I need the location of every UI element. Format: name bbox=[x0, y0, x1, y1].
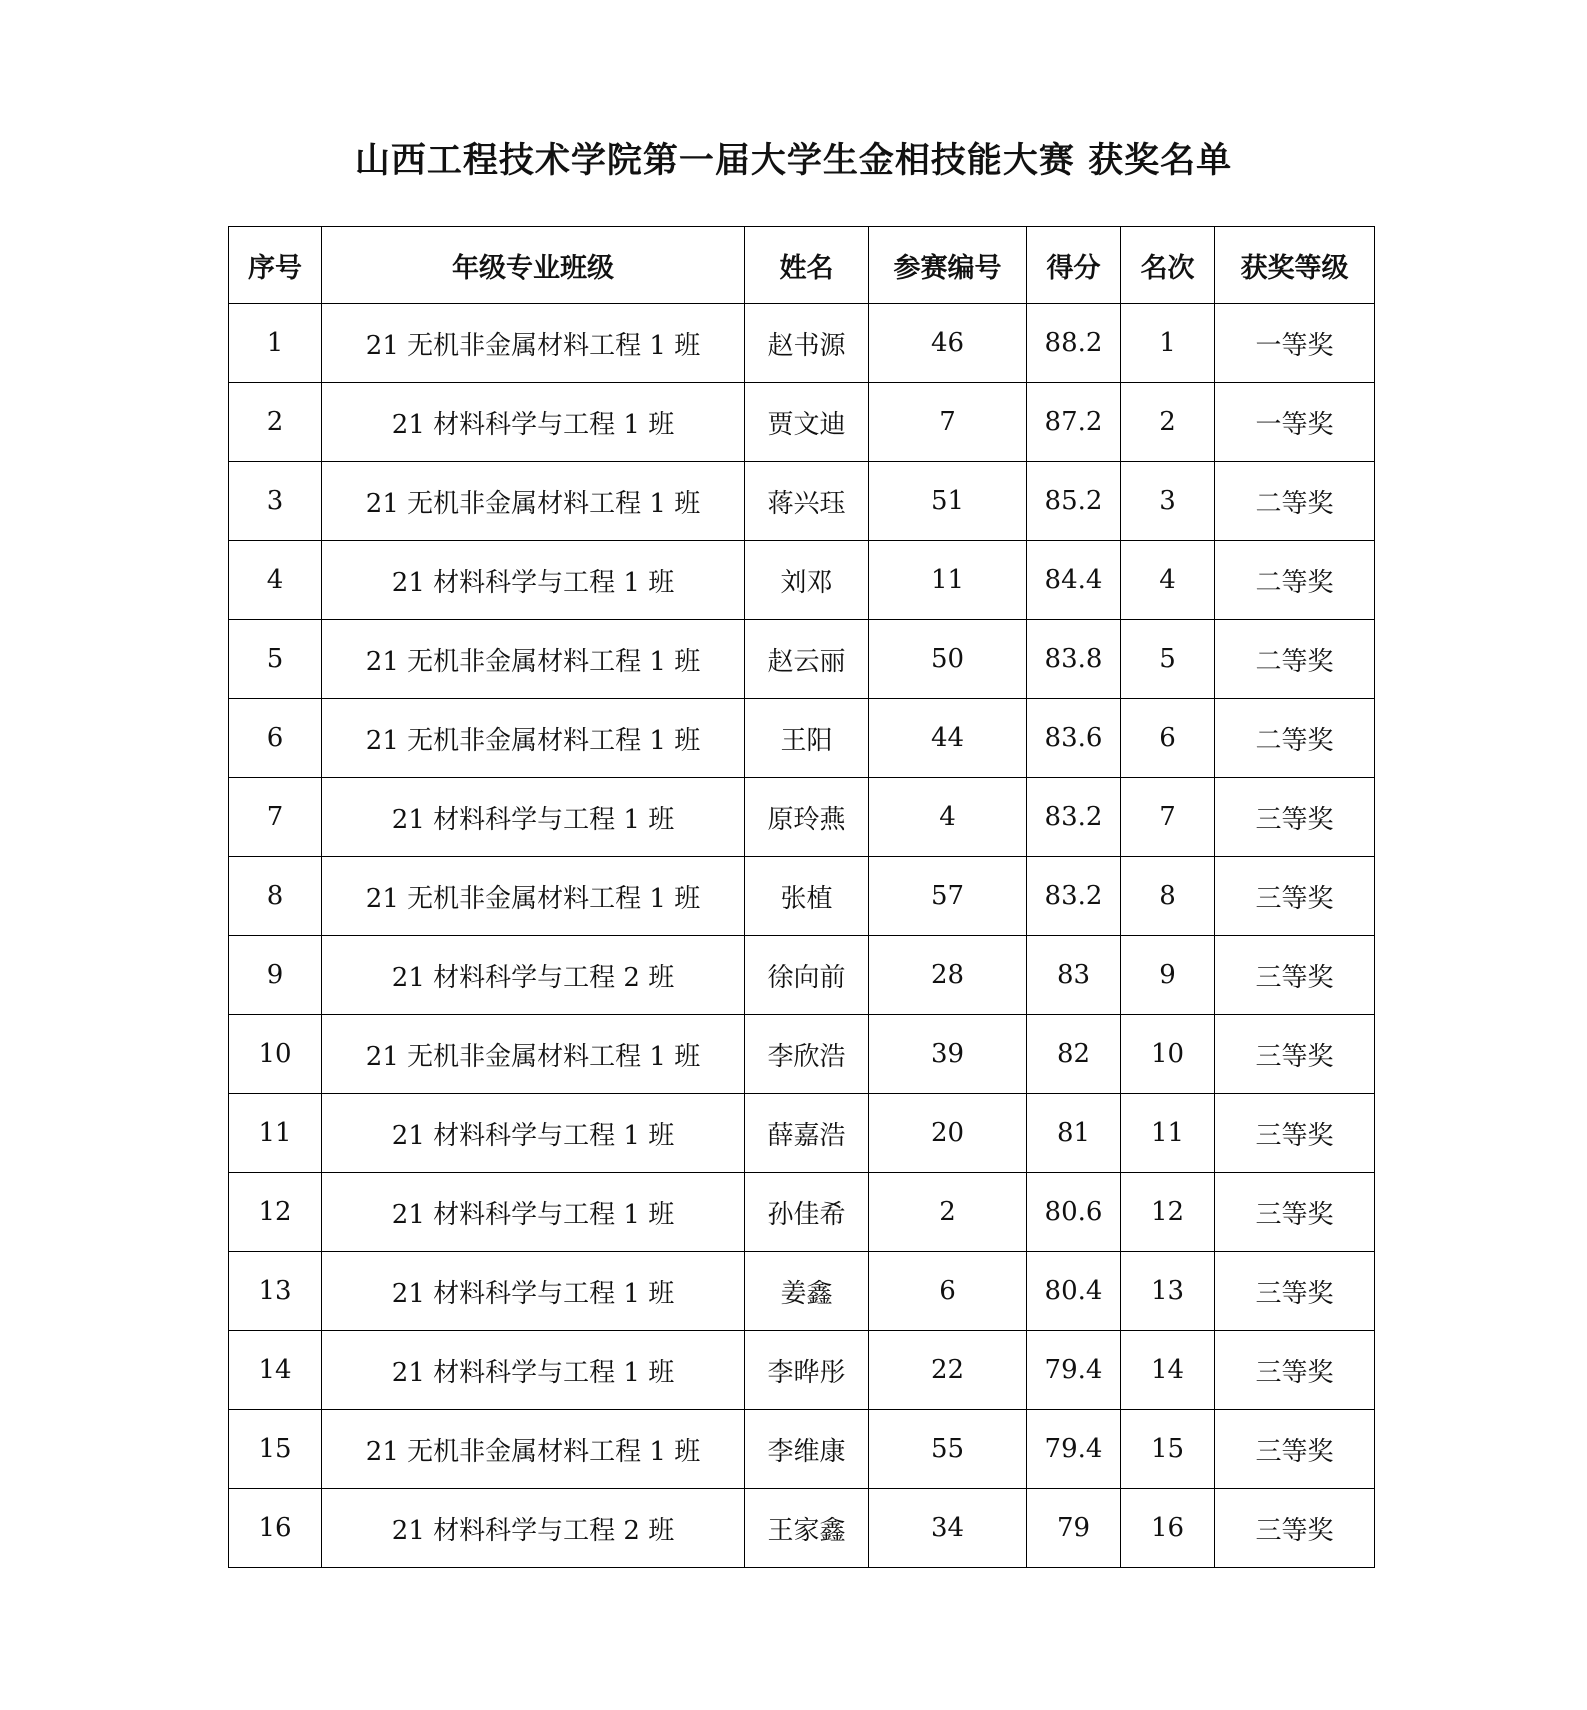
table-body bbox=[229, 304, 1375, 1568]
cell-name: 原玲燕 bbox=[745, 778, 869, 857]
cell-rank: 10 bbox=[1121, 1015, 1215, 1094]
cell-rank: 9 bbox=[1121, 936, 1215, 1015]
cell-award-level: 一等奖 bbox=[1215, 383, 1375, 462]
cell-index: 2 bbox=[229, 383, 322, 462]
cell-score: 83.6 bbox=[1027, 699, 1121, 778]
cell-entry-number: 39 bbox=[869, 1015, 1027, 1094]
cell-score: 83 bbox=[1027, 936, 1121, 1015]
header-index: 序号 bbox=[229, 227, 322, 304]
cell-entry-number: 20 bbox=[869, 1094, 1027, 1173]
cell-name: 李维康 bbox=[745, 1410, 869, 1489]
cell-score: 83.2 bbox=[1027, 778, 1121, 857]
cell-score: 84.4 bbox=[1027, 541, 1121, 620]
cell-entry-number: 57 bbox=[869, 857, 1027, 936]
cell-rank: 15 bbox=[1121, 1410, 1215, 1489]
cell-award-level: 二等奖 bbox=[1215, 541, 1375, 620]
cell-entry-number: 51 bbox=[869, 462, 1027, 541]
cell-rank: 12 bbox=[1121, 1173, 1215, 1252]
cell-rank: 4 bbox=[1121, 541, 1215, 620]
cell-award-level: 三等奖 bbox=[1215, 936, 1375, 1015]
cell-class: 21 无机非金属材料工程 1 班 bbox=[322, 857, 745, 936]
cell-entry-number: 28 bbox=[869, 936, 1027, 1015]
cell-entry-number: 50 bbox=[869, 620, 1027, 699]
cell-name: 贾文迪 bbox=[745, 383, 869, 462]
cell-class: 21 无机非金属材料工程 1 班 bbox=[322, 462, 745, 541]
cell-class: 21 无机非金属材料工程 1 班 bbox=[322, 699, 745, 778]
cell-class: 21 材料科学与工程 1 班 bbox=[322, 541, 745, 620]
cell-entry-number: 4 bbox=[869, 778, 1027, 857]
cell-score: 79 bbox=[1027, 1489, 1121, 1568]
cell-rank: 6 bbox=[1121, 699, 1215, 778]
cell-score: 82 bbox=[1027, 1015, 1121, 1094]
table-header-row bbox=[229, 227, 1375, 304]
cell-index: 13 bbox=[229, 1252, 322, 1331]
cell-award-level: 三等奖 bbox=[1215, 778, 1375, 857]
cell-index: 5 bbox=[229, 620, 322, 699]
cell-name: 徐向前 bbox=[745, 936, 869, 1015]
cell-entry-number: 34 bbox=[869, 1489, 1027, 1568]
cell-award-level: 二等奖 bbox=[1215, 620, 1375, 699]
award-table bbox=[228, 226, 1375, 1568]
cell-award-level: 三等奖 bbox=[1215, 1015, 1375, 1094]
cell-award-level: 二等奖 bbox=[1215, 699, 1375, 778]
cell-score: 80.6 bbox=[1027, 1173, 1121, 1252]
header-entry-number: 参赛编号 bbox=[869, 227, 1027, 304]
cell-class: 21 材料科学与工程 2 班 bbox=[322, 936, 745, 1015]
table-row bbox=[229, 1015, 1375, 1094]
table-row bbox=[229, 699, 1375, 778]
cell-class: 21 无机非金属材料工程 1 班 bbox=[322, 304, 745, 383]
cell-class: 21 材料科学与工程 1 班 bbox=[322, 1252, 745, 1331]
cell-rank: 13 bbox=[1121, 1252, 1215, 1331]
cell-score: 88.2 bbox=[1027, 304, 1121, 383]
table-row bbox=[229, 1094, 1375, 1173]
table-row bbox=[229, 1489, 1375, 1568]
cell-score: 83.8 bbox=[1027, 620, 1121, 699]
cell-name: 李晔彤 bbox=[745, 1331, 869, 1410]
cell-index: 8 bbox=[229, 857, 322, 936]
table-row bbox=[229, 1252, 1375, 1331]
cell-index: 11 bbox=[229, 1094, 322, 1173]
table-row bbox=[229, 383, 1375, 462]
cell-rank: 3 bbox=[1121, 462, 1215, 541]
table-row bbox=[229, 1173, 1375, 1252]
cell-rank: 5 bbox=[1121, 620, 1215, 699]
cell-score: 79.4 bbox=[1027, 1331, 1121, 1410]
cell-award-level: 三等奖 bbox=[1215, 1094, 1375, 1173]
cell-name: 赵云丽 bbox=[745, 620, 869, 699]
cell-award-level: 三等奖 bbox=[1215, 1252, 1375, 1331]
cell-index: 12 bbox=[229, 1173, 322, 1252]
cell-name: 李欣浩 bbox=[745, 1015, 869, 1094]
cell-award-level: 三等奖 bbox=[1215, 1173, 1375, 1252]
cell-name: 薛嘉浩 bbox=[745, 1094, 869, 1173]
cell-rank: 14 bbox=[1121, 1331, 1215, 1410]
cell-name: 孙佳希 bbox=[745, 1173, 869, 1252]
cell-class: 21 无机非金属材料工程 1 班 bbox=[322, 620, 745, 699]
cell-score: 79.4 bbox=[1027, 1410, 1121, 1489]
cell-rank: 16 bbox=[1121, 1489, 1215, 1568]
cell-name: 刘邓 bbox=[745, 541, 869, 620]
cell-class: 21 无机非金属材料工程 1 班 bbox=[322, 1015, 745, 1094]
table-row bbox=[229, 541, 1375, 620]
cell-entry-number: 6 bbox=[869, 1252, 1027, 1331]
cell-rank: 2 bbox=[1121, 383, 1215, 462]
cell-score: 81 bbox=[1027, 1094, 1121, 1173]
cell-index: 6 bbox=[229, 699, 322, 778]
table-row bbox=[229, 1410, 1375, 1489]
cell-entry-number: 7 bbox=[869, 383, 1027, 462]
header-name: 姓名 bbox=[745, 227, 869, 304]
cell-index: 9 bbox=[229, 936, 322, 1015]
cell-entry-number: 11 bbox=[869, 541, 1027, 620]
cell-index: 14 bbox=[229, 1331, 322, 1410]
cell-rank: 8 bbox=[1121, 857, 1215, 936]
header-class: 年级专业班级 bbox=[322, 227, 745, 304]
cell-class: 21 材料科学与工程 1 班 bbox=[322, 383, 745, 462]
cell-class: 21 材料科学与工程 1 班 bbox=[322, 1094, 745, 1173]
table-row bbox=[229, 1331, 1375, 1410]
cell-index: 7 bbox=[229, 778, 322, 857]
table-row bbox=[229, 304, 1375, 383]
page-title: 山西工程技术学院第一届大学生金相技能大赛 获奖名单 bbox=[354, 140, 1233, 181]
cell-name: 蒋兴珏 bbox=[745, 462, 869, 541]
cell-index: 4 bbox=[229, 541, 322, 620]
cell-rank: 1 bbox=[1121, 304, 1215, 383]
cell-class: 21 材料科学与工程 2 班 bbox=[322, 1489, 745, 1568]
cell-class: 21 无机非金属材料工程 1 班 bbox=[322, 1410, 745, 1489]
cell-award-level: 三等奖 bbox=[1215, 1410, 1375, 1489]
cell-entry-number: 46 bbox=[869, 304, 1027, 383]
header-award-level: 获奖等级 bbox=[1215, 227, 1375, 304]
cell-index: 16 bbox=[229, 1489, 322, 1568]
cell-award-level: 一等奖 bbox=[1215, 304, 1375, 383]
cell-score: 80.4 bbox=[1027, 1252, 1121, 1331]
cell-award-level: 三等奖 bbox=[1215, 1331, 1375, 1410]
header-score: 得分 bbox=[1027, 227, 1121, 304]
cell-rank: 11 bbox=[1121, 1094, 1215, 1173]
cell-score: 83.2 bbox=[1027, 857, 1121, 936]
cell-entry-number: 2 bbox=[869, 1173, 1027, 1252]
header-rank: 名次 bbox=[1121, 227, 1215, 304]
cell-name: 张植 bbox=[745, 857, 869, 936]
cell-award-level: 二等奖 bbox=[1215, 462, 1375, 541]
table-row bbox=[229, 936, 1375, 1015]
cell-score: 87.2 bbox=[1027, 383, 1121, 462]
cell-index: 10 bbox=[229, 1015, 322, 1094]
cell-index: 1 bbox=[229, 304, 322, 383]
cell-score: 85.2 bbox=[1027, 462, 1121, 541]
cell-award-level: 三等奖 bbox=[1215, 1489, 1375, 1568]
table-row bbox=[229, 857, 1375, 936]
cell-name: 姜鑫 bbox=[745, 1252, 869, 1331]
cell-index: 3 bbox=[229, 462, 322, 541]
table-row bbox=[229, 620, 1375, 699]
cell-name: 王阳 bbox=[745, 699, 869, 778]
cell-class: 21 材料科学与工程 1 班 bbox=[322, 1331, 745, 1410]
cell-entry-number: 22 bbox=[869, 1331, 1027, 1410]
cell-name: 赵书源 bbox=[745, 304, 869, 383]
cell-rank: 7 bbox=[1121, 778, 1215, 857]
cell-entry-number: 55 bbox=[869, 1410, 1027, 1489]
cell-award-level: 三等奖 bbox=[1215, 857, 1375, 936]
table-row bbox=[229, 778, 1375, 857]
cell-entry-number: 44 bbox=[869, 699, 1027, 778]
cell-class: 21 材料科学与工程 1 班 bbox=[322, 1173, 745, 1252]
cell-class: 21 材料科学与工程 1 班 bbox=[322, 778, 745, 857]
cell-index: 15 bbox=[229, 1410, 322, 1489]
cell-name: 王家鑫 bbox=[745, 1489, 869, 1568]
table-row bbox=[229, 462, 1375, 541]
